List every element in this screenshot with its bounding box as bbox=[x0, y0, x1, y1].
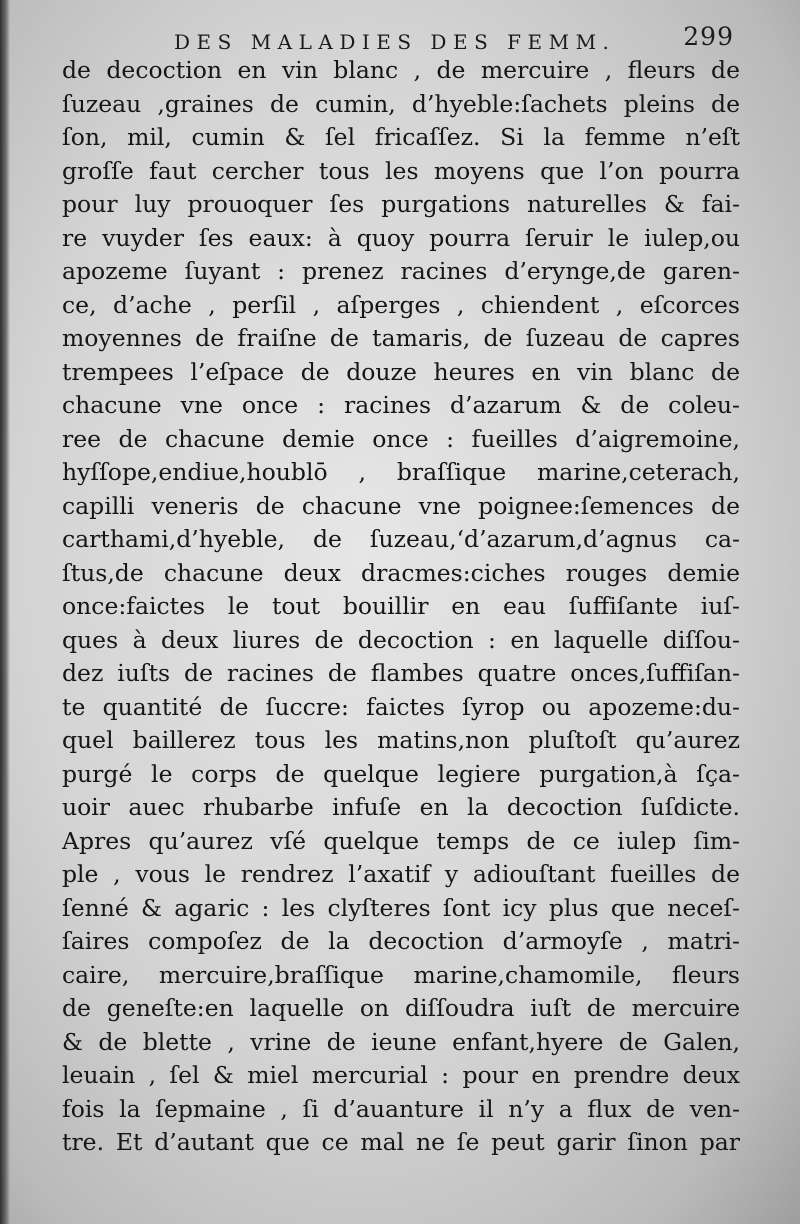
body-text bbox=[62, 54, 740, 1160]
running-head: DES MALADIES DES FEMM. bbox=[174, 30, 616, 54]
text-line: de geneſte:en laquelle on diſſoudra iuſt de mercuire bbox=[62, 994, 740, 1022]
text-line: purgé le corps de quelque legiere purgation,à ſça- bbox=[62, 759, 740, 788]
text-line: ſon, mil, cumin & ſel fricaſſez. Si la femme n’eſt bbox=[62, 123, 740, 151]
text-line: pour luy prouoquer ſes purgations naturelles & fai- bbox=[62, 190, 740, 218]
text-line: moyennes de fraiſne de tamaris, de ſuzeau de capres bbox=[62, 324, 740, 352]
text-line: ques à deux liures de decoction : en laquelle diſſou- bbox=[62, 625, 740, 654]
text-line: te quantité de ſuccre: faictes ſyrop ou apozeme:du- bbox=[62, 692, 740, 721]
text-line: apozeme ſuyant : prenez racines d’eryngе,de garen- bbox=[62, 257, 740, 285]
page-header bbox=[174, 22, 734, 56]
text-line: ſenné & agaric : les clyſteres ſont icy plus que neceſ- bbox=[62, 893, 740, 922]
text-line: chacune vne once : racines d’azarum & de coleu- bbox=[62, 391, 740, 419]
text-line: leuain , ſel & miel mercurial : pour en prendre deux bbox=[62, 1061, 740, 1089]
text-line: tre. Et d’autant que ce mal ne ſe peut garir ſinon par bbox=[62, 1128, 740, 1156]
text-line: ſtus,de chacune deux dracmes:ciches rouges demie bbox=[62, 558, 740, 587]
text-line: hyſſope,endiue,houblō , braſſique marine,ceterach, bbox=[62, 458, 740, 486]
text-line: trempees l’eſpace de douze heures en vin blanc de bbox=[62, 357, 740, 386]
text-line: Apres qu’aurez vſé quelque temps de ce iulep ſim- bbox=[62, 826, 740, 855]
text-line: de decoction en vin blanc , de mercuire , fleurs de bbox=[62, 56, 740, 84]
text-line: caire, mercuire,braſſique marine,chamomile, fleurs bbox=[62, 960, 740, 989]
text-line: uoir auec rhubarbe infuſe en la decoction ſuſdicte. bbox=[62, 793, 740, 821]
text-line: once:faictes le tout bouillir en eau ſuffiſante iuſ- bbox=[62, 592, 740, 620]
text-line: capilli veneris de chacune vne poignee:ſemences de bbox=[62, 491, 740, 520]
text-line: ple , vous le rendrez l’axatif y adiouſtant fueilles de bbox=[62, 860, 740, 888]
page-number: 299 bbox=[683, 22, 734, 51]
text-line: & de blette , vrine de ieune enfant,hyere de Galen, bbox=[62, 1027, 740, 1056]
text-line: ce, d’ache , perſil , aſperges , chiendent , eſcorces bbox=[62, 290, 740, 319]
page-gutter-shadow bbox=[0, 0, 10, 1224]
text-line: fois la ſepmaine , ſi d’auanture il n’y a flux de ven- bbox=[62, 1094, 740, 1123]
text-line: quel baillerez tous les matins,non pluſtoſt qu’aurez bbox=[62, 726, 740, 754]
text-line: ſuzeau ,graines de cumin, d’hyeble:ſachets pleins de bbox=[62, 89, 740, 118]
text-line: dez iuſts de racines de flambes quatre onces,ſuffiſan- bbox=[62, 659, 740, 687]
text-line: ſaires compoſez de la decoction d’armoyſe , matri- bbox=[62, 927, 740, 955]
text-line: carthami,d’hyeble, de ſuzeau,‘d’azarum,d’agnus ca- bbox=[62, 525, 740, 553]
text-line: groſſe faut cercher tous les moyens que l’on pourra bbox=[62, 156, 740, 185]
text-line: ree de chacune demie once : fueilles d’aigremoine, bbox=[62, 424, 740, 453]
text-line: re vuyder ſes eaux: à quoy pourra ſeruir le iulep,ou bbox=[62, 223, 740, 252]
